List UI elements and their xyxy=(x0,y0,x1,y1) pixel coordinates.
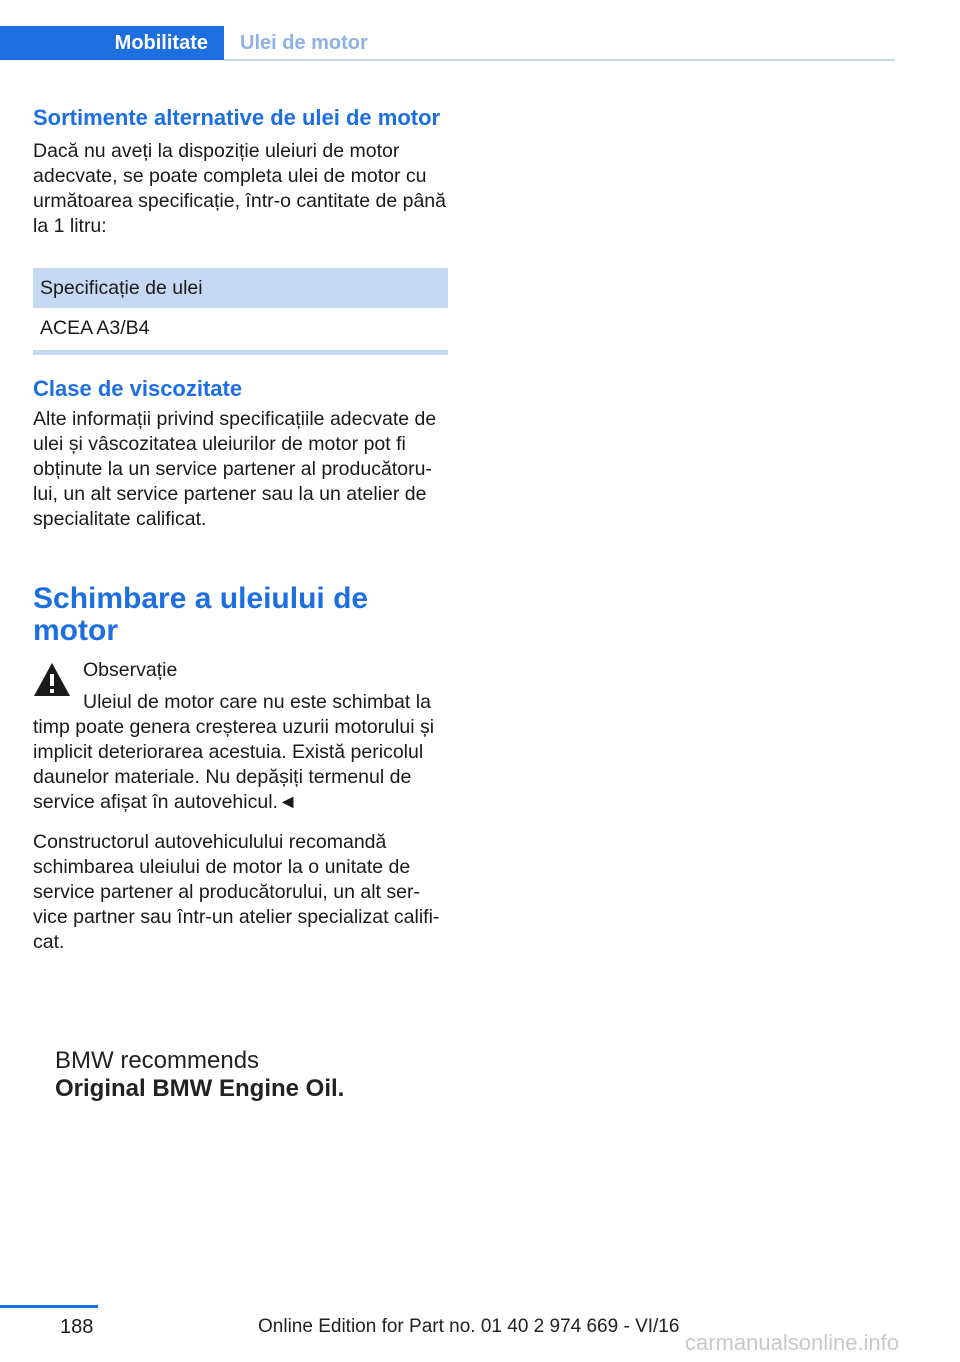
warning-body: Uleiul de motor care nu este schimbat la timp poate genera creșterea uzurii motorului și implicit deteriorarea acestuia. Există pericolul daunelor materiale. Nu depășiți termenul de service afișat în autovehicul.◄ xyxy=(33,691,435,813)
oil-change-title: Schimbare a uleiului de motor xyxy=(33,582,369,647)
viscosity-title: Clase de viscozitate xyxy=(33,376,243,401)
spec-table-header: Specificație de ulei xyxy=(33,268,448,308)
page-number: 188 xyxy=(60,1316,94,1338)
bmw-recommendation xyxy=(55,1047,344,1103)
warning-heading: Observație xyxy=(83,659,178,681)
section-tab-mobilitate: Mobilitate xyxy=(0,26,224,60)
spec-table xyxy=(33,268,448,355)
warning-heading-wrap xyxy=(83,658,453,683)
page-header xyxy=(0,26,895,62)
viscosity-body: Alte informații privind specificațiile adecvate de ulei și vâscozitatea uleiurilor de motor pot fi obținute la un service partener al producătoru-lui, un alt service partener sau la un atelier de specialitate calificat. xyxy=(33,408,437,530)
oil-change-body: Constructorul autovehiculului recomandă schimbarea uleiului de motor la o unitate de service partener al producătorului, un alt ser-vice partner sau într-un atelier specializat califi-cat. xyxy=(33,831,440,953)
bmw-line-1: BMW recommends xyxy=(55,1047,260,1074)
watermark: carmanualsonline.info xyxy=(685,1330,900,1355)
spec-table-rule xyxy=(33,350,448,355)
alt-oils-body: Dacă nu aveți la dispoziție uleiuri de motor adecvate, se poate completa ulei de motor cu următoarea specificație, într-o cantitate de până la 1 litru: xyxy=(33,140,446,237)
alt-oils-title: Sortimente alternative de ulei de motor xyxy=(33,105,441,130)
subsection-tab-ulei: Ulei de motor xyxy=(240,31,368,54)
oil-change-section xyxy=(33,583,448,647)
edition-text: Online Edition for Part no. 01 40 2 974 669 - VI/16 xyxy=(258,1316,680,1337)
bmw-line-2: Original BMW Engine Oil. xyxy=(55,1075,345,1102)
alt-oils-section xyxy=(33,105,448,239)
spec-table-value: ACEA A3/B4 xyxy=(40,317,150,339)
footer-rule xyxy=(0,1305,98,1308)
viscosity-section xyxy=(33,376,448,532)
header-rule xyxy=(224,59,895,61)
